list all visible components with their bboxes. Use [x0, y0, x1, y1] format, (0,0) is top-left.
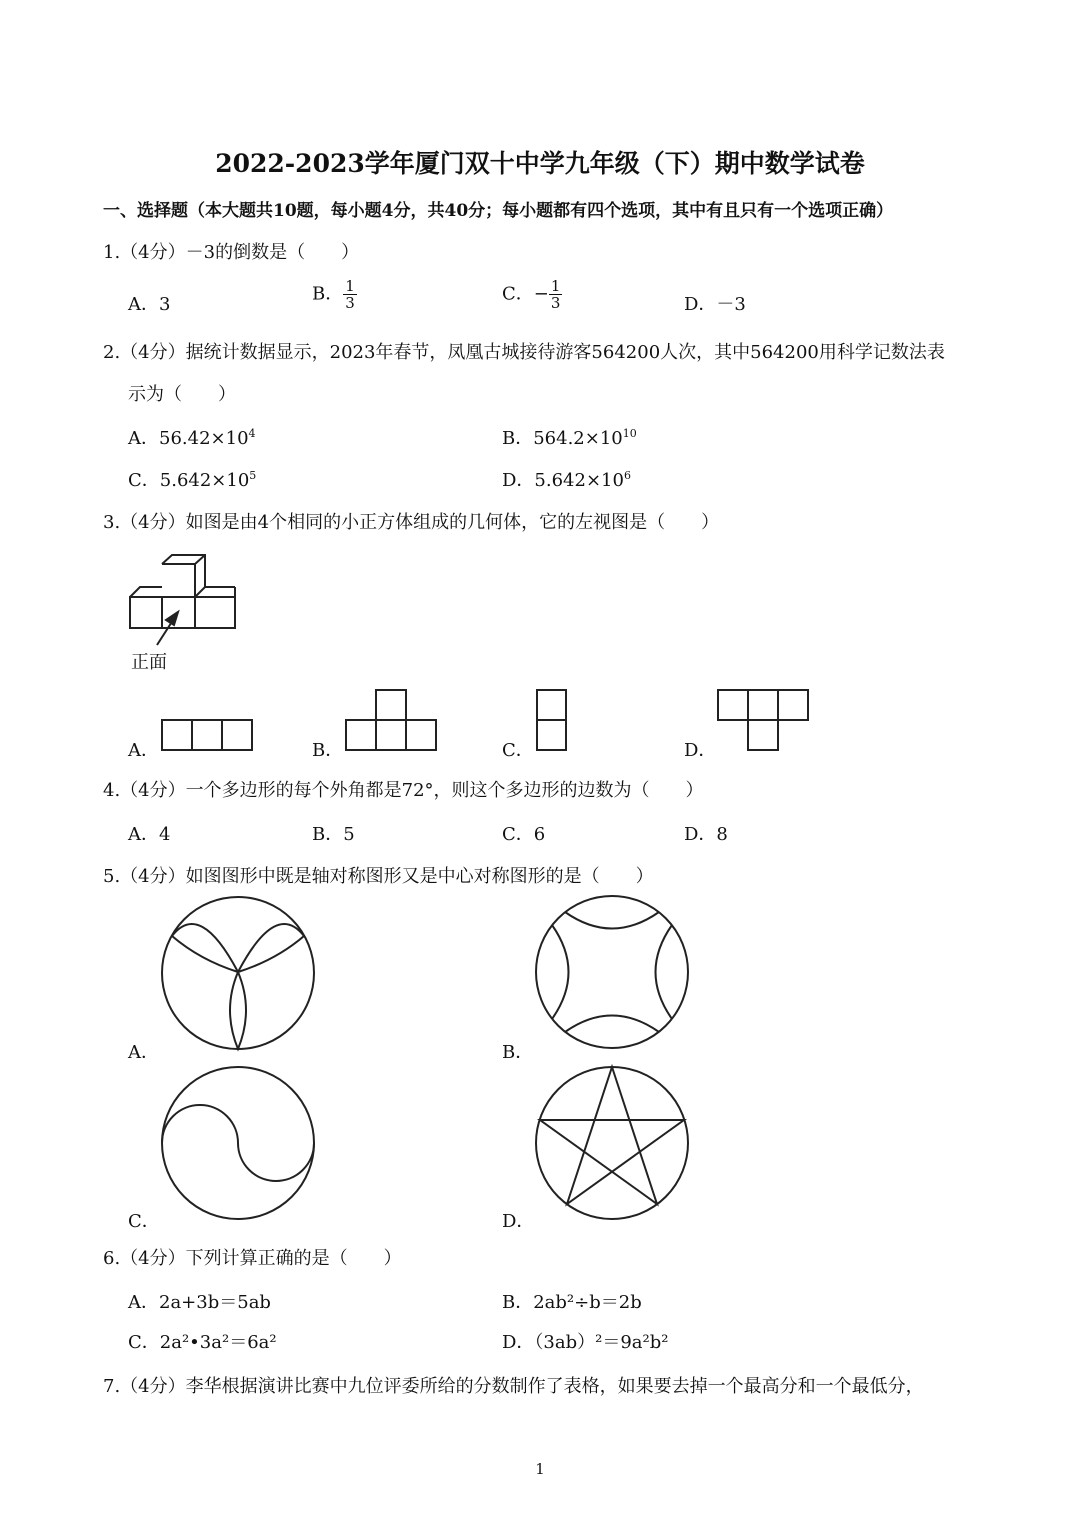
q1-option-a: A．3	[128, 294, 171, 315]
q6-option-b: B．2ab²÷b＝2b	[502, 1292, 642, 1313]
question-7-stem: 7.（4分）李华根据演讲比赛中九位评委所给的分数制作了表格，如果要去掉一个最高分和一个最低分，	[103, 1376, 924, 1397]
option-text: A．56.42×10	[128, 428, 249, 449]
option-text: B．564.2×10	[502, 428, 623, 449]
q4-option-a: A．4	[128, 824, 171, 845]
q3-option-a: A．	[128, 740, 159, 761]
question-2-stem-cont: 示为（ ）	[128, 384, 236, 405]
q5-option-c: C．	[128, 1211, 160, 1232]
question-1-stem: 1.（4分）－3的倒数是（ ）	[103, 242, 360, 263]
option-label: B．	[312, 283, 344, 305]
q6-option-a: A．2a+3b＝5ab	[128, 1292, 271, 1313]
section-heading: 一、选择题（本大题共10题，每小题4分，共40分；每小题都有四个选项，其中有且只有一个选项正确）	[103, 201, 894, 221]
numerator: 1	[345, 277, 355, 295]
front-label: 正面	[131, 652, 167, 673]
question-2-stem: 2.（4分）据统计数据显示，2023年春节，凤凰古城接待游客564200人次，其中564200用科学记数法表	[103, 342, 945, 363]
q3-option-b: B．	[312, 740, 344, 761]
option-text: C．5.642×10	[128, 470, 250, 491]
exponent: 5	[249, 469, 257, 482]
denominator: 3	[550, 294, 561, 312]
option-text: D．5.642×10	[502, 470, 624, 491]
figure-a-trefoil	[162, 897, 314, 1049]
question-6-stem: 6.（4分）下列计算正确的是（ ）	[103, 1248, 402, 1269]
view-option-a	[162, 720, 252, 750]
figure-b-concave-square	[536, 896, 688, 1048]
view-option-d	[718, 690, 808, 750]
question-5-stem: 5.（4分）如图图形中既是轴对称图形又是中心对称图形的是（ ）	[103, 866, 654, 887]
option-label: C．−	[502, 283, 549, 305]
exponent: 6	[623, 469, 631, 482]
q6-option-c: C．2a²•3a²＝6a²	[128, 1332, 277, 1353]
q6-option-d: D．（3ab）²＝9a²b²	[502, 1332, 669, 1353]
numerator: 1	[550, 277, 561, 295]
cube-figure	[130, 555, 235, 628]
page-title: 2022-2023学年厦门双十中学九年级（下）期中数学试卷	[215, 149, 865, 178]
q4-option-c: C．6	[502, 824, 546, 845]
exponent: 4	[248, 427, 256, 440]
q5-option-a: A．	[128, 1042, 159, 1063]
view-option-b	[346, 690, 436, 750]
question-4-stem: 4.（4分）一个多边形的每个外角都是72°，则这个多边形的边数为（ ）	[103, 780, 704, 801]
view-option-c	[537, 690, 566, 750]
page-number: 1	[535, 1460, 545, 1478]
q5-option-d: D．	[502, 1211, 535, 1232]
q4-option-b: B．5	[312, 824, 355, 845]
q3-option-c: C．	[502, 740, 534, 761]
exponent: 10	[622, 427, 637, 440]
q3-option-d: D．	[684, 740, 717, 761]
figure-c-yin-yang	[162, 1067, 314, 1219]
denominator: 3	[345, 294, 355, 312]
q1-option-d: D．－3	[684, 294, 746, 315]
question-3-stem: 3.（4分）如图是由4个相同的小正方体组成的几何体，它的左视图是（ ）	[103, 512, 720, 533]
figure-d-pentagram	[536, 1067, 688, 1219]
q4-option-d: D．8	[684, 824, 728, 845]
q5-option-b: B．	[502, 1042, 534, 1063]
